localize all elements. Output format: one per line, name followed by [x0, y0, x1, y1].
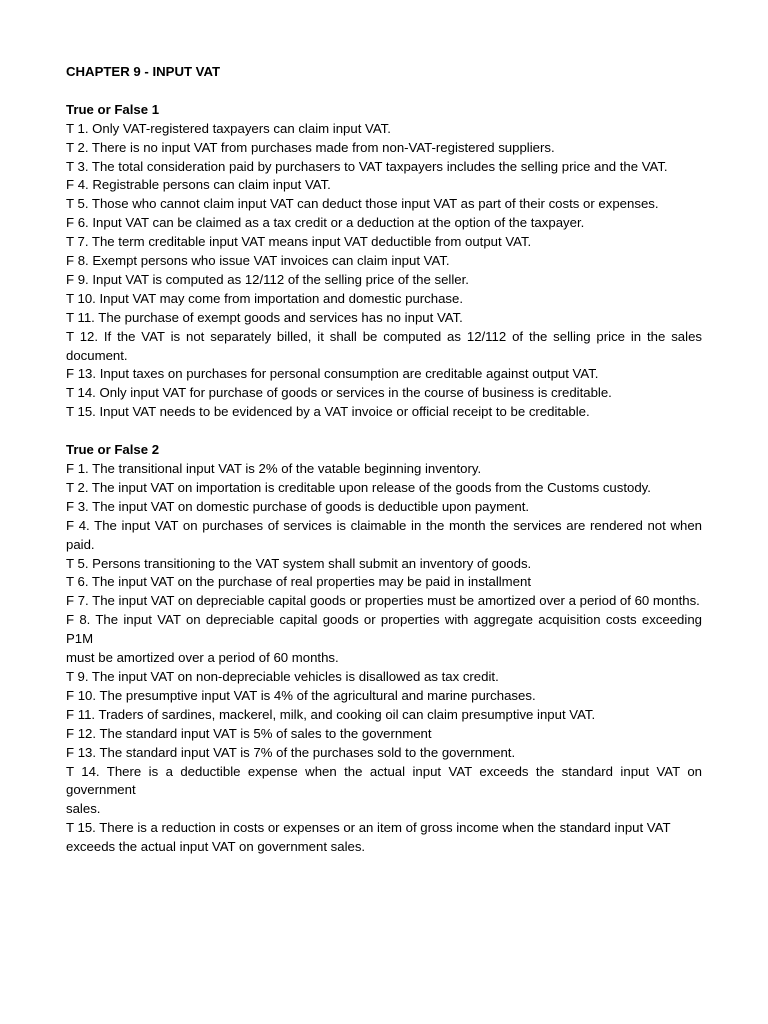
tf1-item-7: T 7. The term creditable input VAT means input VAT deductible from output VAT. [66, 234, 532, 250]
tf2-item-7: F 7. The input VAT on depreciable capital goods or properties must be amortized over a period of 60 months. [66, 593, 700, 609]
tf2-item-11: F 11. Traders of sardines, mackerel, milk, and cooking oil can claim presumptive input VAT. [66, 706, 596, 722]
tf2-item-8-continuation: must be amortized over a period of 60 months. [66, 650, 339, 666]
tf1-item-8: F 8. Exempt persons who issue VAT invoices can claim input VAT. [66, 253, 450, 269]
tf2-item-9: T 9. The input VAT on non-depreciable vehicles is disallowed as tax credit. [66, 668, 499, 684]
tf2-item-10: F 10. The presumptive input VAT is 4% of the agricultural and marine purchases. [66, 687, 536, 703]
tf1-item-4: F 4. Registrable persons can claim input VAT. [66, 177, 331, 193]
tf1-item-3: T 3. The total consideration paid by purchasers to VAT taxpayers includes the selling price and the VAT. [66, 158, 668, 174]
tf1-item-6: F 6. Input VAT can be claimed as a tax credit or a deduction at the option of the taxpayer. [66, 215, 585, 231]
blank-line [66, 422, 702, 441]
document-content [66, 63, 702, 857]
tf2-item-15-continuation: exceeds the actual input VAT on government sales. [66, 839, 366, 855]
blank-line [66, 82, 702, 101]
tf2-item-14-continuation: sales. [66, 801, 101, 817]
tf2-item-8: F 8. The input VAT on depreciable capital goods or properties with aggregate acquisition costs exceeding P1M [66, 612, 702, 647]
tf1-item-13: F 13. Input taxes on purchases for personal consumption are creditable against output VAT. [66, 366, 599, 382]
tf2-item-1: F 1. The transitional input VAT is 2% of the vatable beginning inventory. [66, 461, 482, 476]
tf2-item-13: F 13. The standard input VAT is 7% of the purchases sold to the government. [66, 744, 516, 760]
tf1-item-9: F 9. Input VAT is computed as 12/112 of the selling price of the seller. [66, 271, 469, 287]
tf2-item-2: T 2. The input VAT on importation is creditable upon release of the goods from the Customs custody. [66, 479, 651, 495]
tf2-item-6: T 6. The input VAT on the purchase of real properties may be paid in installment [66, 574, 531, 590]
tf1-item-5: T 5. Those who cannot claim input VAT can deduct those input VAT as part of their costs or expenses. [66, 196, 659, 212]
tf1-item-11: T 11. The purchase of exempt goods and services has no input VAT. [66, 309, 463, 325]
tf2-item-4: F 4. The input VAT on purchases of services is claimable in the month the services are rendered not when paid. [66, 517, 702, 552]
tf2-item-14: T 14. There is a deductible expense when the actual input VAT exceeds the standard input VAT on government [66, 763, 702, 798]
tf1-item-10: T 10. Input VAT may come from importation and domestic purchase. [66, 290, 464, 306]
tf2-item-3: F 3. The input VAT on domestic purchase of goods is deductible upon payment. [66, 498, 530, 514]
chapter-title: CHAPTER 9 - INPUT VAT [66, 64, 221, 79]
tf2-item-5: T 5. Persons transitioning to the VAT system shall submit an inventory of goods. [66, 555, 532, 571]
tf2-item-12: F 12. The standard input VAT is 5% of sales to the government [66, 725, 432, 741]
section-heading-tf1: True or False 1 [66, 101, 160, 117]
tf2-item-15: T 15. There is a reduction in costs or expenses or an item of gross income when the standard input VAT [66, 820, 671, 836]
tf1-item-15: T 15. Input VAT needs to be evidenced by a VAT invoice or official receipt to be creditable. [66, 404, 590, 420]
tf1-item-14: T 14. Only input VAT for purchase of goods or services in the course of business is creditable. [66, 385, 612, 401]
tf1-item-1: T 1. Only VAT-registered taxpayers can claim input VAT. [66, 120, 391, 136]
tf1-item-12: T 12. If the VAT is not separately billed, it shall be computed as 12/112 of the selling price in the sales document. [66, 328, 702, 363]
section-heading-tf2: True or False 2 [66, 442, 160, 458]
tf1-item-2: T 2. There is no input VAT from purchases made from non-VAT-registered suppliers. [66, 139, 555, 155]
